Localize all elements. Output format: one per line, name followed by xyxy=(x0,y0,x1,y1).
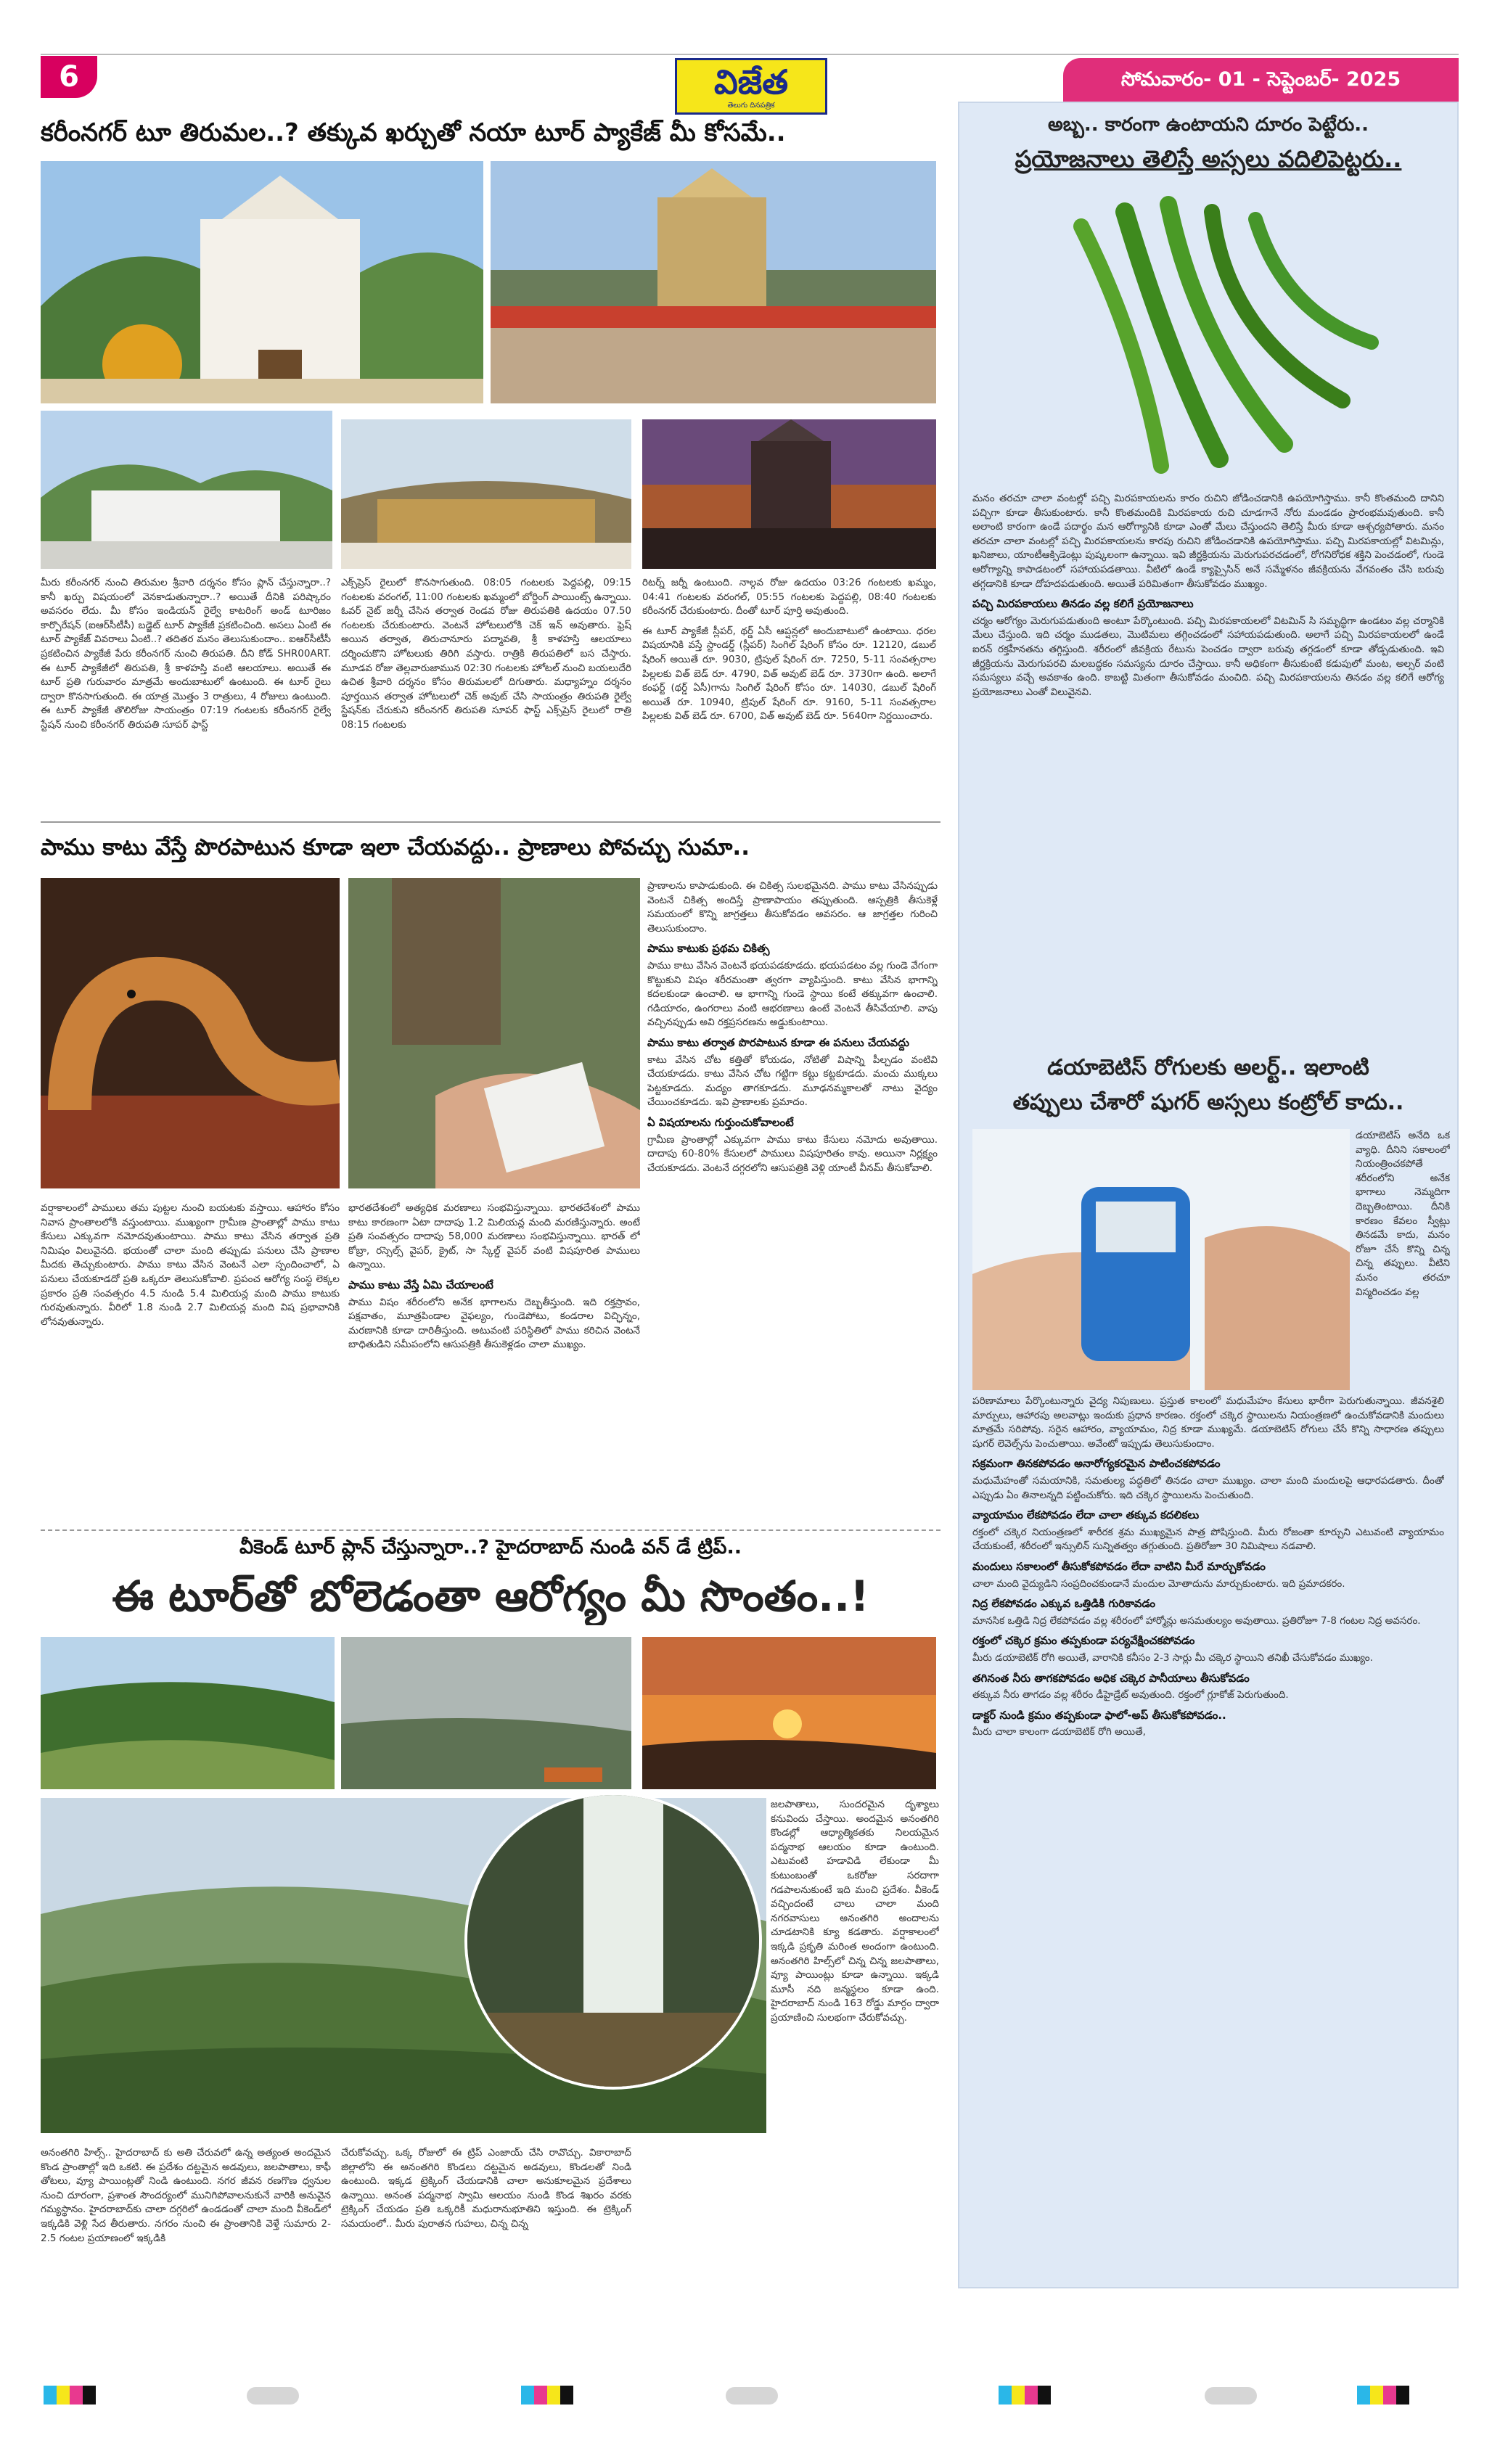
snake-sub-first-aid: పాము కాటుకు ప్రథమ చికిత్స xyxy=(647,942,770,956)
chilli-sub-benefits: పచ్చి మిరపకాయలు తినడం వల్ల కలిగే ప్రయోజనాలు xyxy=(972,597,1194,611)
diabetes-sleep-body: మానసిక ఒత్తిడి నిద్ర లేకపోవడం వల్ల శరీరంలో హార్మోన్లు అసమతుల్యం అవుతాయి. ప్రతిరోజూ 7-8 గంటల నిద్ర అవసరం. xyxy=(972,1614,1421,1627)
waterfall-photo xyxy=(464,1792,762,2090)
color-swatch xyxy=(999,2386,1012,2405)
glucometer-illustration xyxy=(972,1129,1350,1390)
hills-photo-1 xyxy=(41,1637,335,1789)
tour-column-3b: ఈ టూర్ ప్యాకేజీ స్లీపర్, థర్డ్ ఏసీ ఆప్షన్లలో అందుబాటులో ఉంటాయి. ధరల విషయానికి వస్తే స్టాండర్డ్ (స్లీపర్) సింగిల్ షేరింగ్ కోసం రూ. 12120, డబుల్ షేరింగ్ అయితే రూ. 9030, ట్రిపుల్ షేరింగ్ రూ. 7250, 5-11 సంవత్సరాల పిల్లలకు విత్ బెడ్ రూ. 4790, విత్ అవుట్ బెడ్ రూ. 3730గా ఉంది. అలాగే కంఫర్ట్ (థర్డ్ ఏసీ)గాను సింగిల్ షేరింగ్ కోసం రూ. 14030, డబుల్ షేరింగ్ అయితే రూ. 10940, ట్రిపుల్ షేరింగ్ రూ. 9160, 5-11 సంవత్సరాల పిల్లలకు విత్ బెడ్ రూ. 6700, విత్ అవుట్ బెడ్ రూ. 5640గా నిర్ణయించారు. xyxy=(642,625,936,723)
diabetes-intro: పరిణామాలు పేర్కొంటున్నారు వైద్య నిపుణులు. ప్రస్తుత కాలంలో మధుమేహం కేసులు భారీగా పెరుగుతున్నాయి. జీవనశైలి మార్పులు, ఆహారపు అలవాట్లు ఇందుకు ప్రధాన కారణం. రక్తంలో చక్కెర స్థాయిలను నియంత్రణలో ఉంచుకోవడానికి మందులు మాత్రమే సరిపోవు. సరైన ఆహారం, వ్యాయామం, నిద్ర కూడా ముఖ్యమే. డయాబెటిస్ రోగులు చేసే కొన్ని సాధారణ తప్పులు షుగర్ లెవెల్స్‌ను పెంచుతాయి. అవేంటో ఇప్పుడు తెలుసుకుందాం. xyxy=(972,1395,1444,1450)
snake-photo xyxy=(41,878,340,1188)
color-swatch xyxy=(560,2386,573,2405)
hills-photo-2 xyxy=(341,1637,631,1789)
temple-illustration-2 xyxy=(491,161,936,403)
diabetes-monitoring-body: మీరు డయాబెటిక్ రోగి అయితే, వారానికి కనీసం 2-3 సార్లు మీ చక్కెర స్థాయిని తనిఖీ చేసుకోవడం ముఖ్యం. xyxy=(972,1651,1373,1664)
weekend-kicker-text: వీకెండ్ టూర్ ప్లాన్ చేస్తున్నారా..? హైదరాబాద్ నుండి వన్ డే ట్రిప్.. xyxy=(232,1536,749,1559)
green-chilli-photo xyxy=(980,183,1437,488)
color-swatch xyxy=(70,2386,83,2405)
diabetes-headline-2: తప్పులు చేశారో షుగర్ అస్సలు కంట్రోల్ కాదు.. xyxy=(1012,1090,1404,1115)
snake-column-1: వర్షాకాలంలో పాములు తమ పుట్టల నుంచి బయటకు వస్తాయి. ఆహారం కోసం నివాస ప్రాంతాలలోకి వస్తుంటాయి. ముఖ్యంగా గ్రామీణ ప్రాంతాల్లో పాము కాటు కేసులు ఎక్కువగా నమోదవుతుంటాయి. పాము కాటు వేసిన తర్వాత ప్రతి నిమిషం విలువైనది. భయంతో చాలా మంది తప్పుడు పనులు చేసి ప్రాణాల మీదకు తెచ్చుకుంటారు. పాము కాటు వేసిన వెంటనే ఎలా స్పందించాలో, ఏ పనులు చేయకూడదో ప్రతి ఒక్కరూ తెలుసుకోవాలి. ప్రపంచ ఆరోగ్య సంస్థ లెక్కల ప్రకారం ప్రతి సంవత్సరం 4.5 నుండి 5.4 మిలియన్ల మంది పాము కాటుకు గురవుతున్నారు. వీరిలో 1.8 నుండి 2.7 మిలియన్ల మంది విష ప్రభావానికి లోనవుతున్నారు. xyxy=(41,1202,340,1328)
masthead-tagline: తెలుగు దినపత్రిక xyxy=(727,102,775,110)
diabetes-eating-body: మధుమేహంతో సమయానికి, సమతుల్య పద్ధతిలో తినడం చాలా ముఖ్యం. చాలా మంది మందులపై ఆధారపడతారు. దీంతో ఎప్పుడు ఏం తినాలన్నది పట్టించుకోరు. ఇది చక్కెర స్థాయిలను పెంచుతుంది. xyxy=(972,1474,1444,1501)
diabetes-sub-exercise: వ్యాయామం లేకపోవడం లేదా చాలా తక్కువ కదలికలు xyxy=(972,1508,1200,1522)
snake-sub-donts: పాము కాటు తర్వాత పొరపాటున కూడా ఈ పనులు చేయవద్దు xyxy=(647,1035,909,1049)
color-bar-right xyxy=(1357,2386,1409,2405)
hill-temple-photo xyxy=(41,411,332,569)
sunset-photo xyxy=(642,1637,936,1789)
diabetes-doctor-body: మీరు చాలా కాలంగా డయాబెటిక్ రోగి అయితే, xyxy=(972,1726,1146,1738)
temple-illustration-4 xyxy=(341,419,631,569)
color-bar-mid xyxy=(521,2386,573,2405)
chilli-kicker: అబ్బ.. కారంగా ఉంటాయని దూరం పెట్టేరు.. xyxy=(1047,114,1369,136)
color-swatch xyxy=(1383,2386,1396,2405)
header-top-rule xyxy=(41,54,1459,55)
color-swatch xyxy=(534,2386,547,2405)
date-box xyxy=(1063,58,1459,102)
snake-column-2 xyxy=(348,1202,640,1514)
bandage-illustration xyxy=(348,878,640,1188)
snake-first-aid-body: పాము కాటు వేసిన వెంటనే భయపడకూడదు. భయపడటం వల్ల గుండె వేగంగా కొట్టుకుని విషం శరీరమంతా త్వరగా వ్యాపిస్తుంది. కాటు వేసిన భాగాన్ని కదలకుండా ఉంచాలి. ఆ భాగాన్ని గుండె స్థాయి కంటే తక్కువగా ఉంచాలి. గడియారం, ఉంగరాలు వంటి ఆభరణాలు ఉంటే వెంటనే తీసివేయాలి. వాపు వచ్చినప్పుడు అవి రక్తప్రసరణను అడ్డుకుంటాయి. xyxy=(647,959,938,1029)
waterfall-illustration xyxy=(467,1795,762,2090)
snake-col2-body-b: పాము విషం శరీరంలోని అనేక భాగాలను దెబ్బతీస్తుంది. ఇది రక్తస్రావం, పక్షవాతం, మూత్రపిండాల వైఫల్యం, గుండెపోటు, కండరాల విచ్ఛిన్నం, మరణానికి కూడా దారితీస్తుంది. అటువంటి పరిస్థితిలో పాము కరిచిన వెంటనే బాధితుడిని సమీపంలోని ఆసుపత్రికి తీసుకెళ్లడం చాలా ముఖ్యం. xyxy=(348,1296,640,1351)
color-swatch xyxy=(83,2386,96,2405)
diabetes-sub-water: తగినంత నీరు తాగకపోవడం అధిక చక్కెర పానీయాలు తీసుకోవడం xyxy=(972,1671,1250,1685)
sunset-illustration xyxy=(642,1637,936,1789)
diabetes-sub-eating: సక్రమంగా తినకపోవడం అనారోగ్యకరమైన పాటించకపోవడం xyxy=(972,1457,1221,1471)
tirumala-temple-photo xyxy=(41,161,483,403)
registration-pill-3 xyxy=(1205,2387,1257,2405)
color-swatch xyxy=(1025,2386,1038,2405)
weekend-right-body: జలపాతాలు, సుందరమైన దృశ్యాలు కనువిందు చేస్తాయి. అందమైన అనంతగిరి కొండల్లో ఆధ్యాత్మికతకు నిలయమైన పద్మనాభ ఆలయం కూడా ఉంటుంది. ఎటువంటి హడావిడి లేకుండా మీ కుటుంబంతో ఒకరోజు సరదాగా గడపాలనుకుంటే ఇది మంచి ప్రదేశం. వీకెండ్ వచ్చిందంటే చాలు చాలా మంది నగరవాసులు అనంతగిరి అందాలను చూడటానికి క్యూ కడతారు. వర్షాకాలంలో ఇక్కడి ప్రకృతి మరింత అందంగా ఉంటుంది. అనంతగిరి హిల్స్‌లో చిన్న చిన్న జలపాతాలు, వ్యూ పాయింట్లు కూడా ఉన్నాయి. ఇక్కడి మూసీ నది జన్మస్థలం కూడా ఉంది. హైదరాబాద్ నుండి 163 రోడ్డు మార్గం ద్వారా ప్రయాణించి సులభంగా చేరుకోవచ్చు. xyxy=(771,1799,939,2024)
chilli-intro: మనం తరచూ చాలా వంటల్లో పచ్చి మిరపకాయలను కారం రుచిని జోడించడానికి ఉపయోగిస్తాము. కానీ కొంతమంది దానిని పచ్చిగా కూడా తీసుకుంటారు. కానీ కొంతమందికి మిరపకాయ రుచి చూడగానే నోరు మండడం ప్రారంభమవుతుంది. కానీ అలాంటి కారంగా ఉండే పదార్థం మన ఆరోగ్యానికి కూడా ఎంతో మేలు చేస్తుందని తెలిస్తే మీరు కూడా ఆశ్చర్యపోతారు. మనం తరచూ చాలా వంటల్లో పచ్చి మిరపకాయలను కారపు రుచిని జోడించడానికి ఉపయోగిస్తాము. పచ్చి మిరపకాయల్లో విటమిన్లు, ఖనిజాలు, యాంటీఆక్సిడెంట్లు పుష్కలంగా ఉన్నాయి. ఇవి జీర్ణక్రియను మెరుగుపరచడంలో, రోగనిరోధక శక్తిని పెంచడంలో, గుండె ఆరోగ్యాన్ని కాపాడటంలో సహాయపడతాయి. వీటిలో ఉండే క్యాప్సైసిన్ అనే సమ్మేళనం జీవక్రియను వేగవంతం చేసి బరువు తగ్గడానికి కూడా దోహదపడుతుంది. అయితే పరిమితంగా తీసుకోవడం ముఖ్యం. xyxy=(972,493,1444,590)
snake-remember-body: గ్రామీణ ప్రాంతాల్లో ఎక్కువగా పాము కాటు కేసులు నమోదు అవుతాయి. దాదాపు 60-80% కేసులలో పాములు విషపూరితం కావు. అయినా నిర్లక్ష్యం చేయకూడదు. వెంటనే దగ్గరలోని ఆసుపత్రికి వెళ్లి యాంటీ వీనమ్ తీసుకోవాలి. xyxy=(647,1133,938,1174)
diabetes-water-body: తక్కువ నీరు తాగడం వల్ల శరీరం డీహైడ్రేట్ అవుతుంది. రక్తంలో గ్లూకోజ్ పెరుగుతుంది. xyxy=(972,1689,1289,1701)
section-divider-1 xyxy=(41,821,940,823)
bandage-photo xyxy=(348,878,640,1188)
color-bar-mid-right xyxy=(999,2386,1051,2405)
glucometer-photo xyxy=(972,1129,1350,1390)
snake-donts-body: కాటు వేసిన చోట కత్తితో కోయడం, నోటితో విషాన్ని పీల్చడం వంటివి చేయకూడదు. కాటు వేసిన చోట గట్టిగా కట్టు కట్టకూడదు. మంచు ముక్కలు పెట్టకూడదు. మద్యం తాగకూడదు. మూఢనమ్మకాలతో నాటు వైద్యం చేయించకూడదు. ఇవి ప్రాణాలకు ప్రమాదం. xyxy=(647,1054,938,1109)
venkateswara-temple-photo xyxy=(341,419,631,569)
snake-headline: పాము కాటు వేస్తే పొరపాటున కూడా ఇలా చేయవద్దు.. ప్రాణాలు పోవచ్చు సుమా.. xyxy=(41,834,750,861)
chilli-benefits-body: చర్మం ఆరోగ్యం మెరుగుపడుతుంది అంటూ పేర్కొంటుంది. పచ్చి మిరపకాయలలో విటమిన్ సి సమృద్ధిగా ఉండటం వల్ల చర్మానికి మేలు చేస్తుంది. ఇది చర్మం ముడతలు, మొటిమలు తగ్గించడంలో సహాయపడుతుంది. అలాగే పచ్చి మిరపకాయలలో ఉండే ఐరన్ రక్తహీనతను తగ్గిస్తుంది. శరీరంలో జీవక్రియ రేటును పెంచడం ద్వారా బరువు తగ్గడంలో కూడా తోడ్పడుతుంది. ఇవి జీర్ణక్రియను మెరుగుపరచి మలబద్ధకం సమస్యను దూరం చేస్తాయి. కానీ అధికంగా తీసుకుంటే కడుపులో మంట, అల్సర్ వంటి సమస్యలు వచ్చే అవకాశం ఉంది. కాబట్టి మితంగా తీసుకోవడం మంచిది. పచ్చి మిరపకాయలను తినడం వల్ల కలిగే ఆరోగ్య ప్రయోజనాలు ఎంతో విలువైనవి. xyxy=(972,615,1444,698)
diabetes-headline-1: డయాబెటిస్ రోగులకు అలర్ట్.. ఇలాంటి xyxy=(1047,1055,1369,1080)
color-swatch xyxy=(1370,2386,1383,2405)
chilli-body xyxy=(972,492,1444,1043)
color-bar-left xyxy=(44,2386,96,2405)
diabetes-medicine-body: చాలా మంది వైద్యుడిని సంప్రదించకుండానే మందుల మోతాదును మార్చుకుంటారు. ఇది ప్రమాదకరం. xyxy=(972,1577,1345,1590)
registration-pill-2 xyxy=(726,2387,778,2405)
color-swatch xyxy=(1038,2386,1051,2405)
tour-column-3 xyxy=(642,576,936,816)
weekend-column-2: చేరుకోవచ్చు. ఒక్క రోజులో ఈ ట్రిప్ ఎంజాయ్ చేసి రావొచ్చు. వికారాబాద్ జిల్లాలోని ఈ అనంతగిరి కొండలు దట్టమైన అడవులు, కొండలతో నిండి ఉంటుంది. ఇక్కడ ట్రెక్కింగ్ చేయడానికి చాలా అనుకూలమైన ప్రదేశాలు ఉన్నాయి. అనంత పద్మనాభ స్వామి ఆలయం నుండి కొండ శిఖరం వరకు ట్రెక్కింగ్ చేయడం ప్రతి ఒక్కరికీ మధురానుభూతిని ఇస్తుంది. ఈ ట్రెక్కింగ్ సమయంలో.. మీరు పురాతన గుహలు, చిన్న చిన్న xyxy=(341,2147,631,2230)
diabetes-body xyxy=(972,1395,1444,2284)
snake-right-body: ప్రాణాలను కాపాడుకుంది. ఈ చికిత్స సులభమైనది. పాము కాటు వేసినప్పుడు వెంటనే చికిత్స అందిస్తే ప్రాణాపాయం తప్పుతుంది. ఆస్పత్రికి తీసుకెళ్లే సమయంలో కొన్ని జాగ్రత్తలు తీసుకోవడం అవసరం. ఆ జాగ్రత్తల గురించి తెలుసుకుందాం. xyxy=(647,880,938,935)
diabetes-exercise-body: రక్తంలో చక్కెర నియంత్రణలో శారీరక శ్రమ ముఖ్యమైన పాత్ర పోషిస్తుంది. మీరు రోజంతా కూర్చుని ఎటువంటి వ్యాయామం చేయకుంటే, శరీరంలో ఇన్సులిన్ సున్నితత్వం తగ్గుతుంది. ప్రతిరోజూ 30 నిమిషాలు నడవాలి. xyxy=(972,1526,1444,1553)
temple-illustration-5 xyxy=(642,419,936,569)
chilli-headline: ప్రయోజనాలు తెలిస్తే అస్సలు వదిలిపెట్టరు.. xyxy=(1015,145,1402,173)
registration-pill-1 xyxy=(247,2387,299,2405)
tour-column-1: మీరు కరీంనగర్ నుంచి తిరుమల శ్రీవారి దర్శనం కోసం ప్లాన్ చేస్తున్నారా..? కానీ ఖర్చు విషయంలో వెనకాడుతున్నారా..? అయితే దీనికి పరిష్కారం అవసరం లేదు. మీ కోసం ఇండియన్ రైల్వే కాటరింగ్ అండ్ టూరిజం కార్పొరేషన్ (ఐఆర్‌సీటీసీ) బడ్జెట్ టూర్ ప్యాకేజీ ప్రకటించింది. అసలు ఏంటి ఈ టూర్ ప్యాకేజ్ వివరాలు ఏంటి..? తదితర మనం తెలుసుకుందాం.. ఐఆర్‌సీటీసీ ప్రకటించిన ప్యాకేజీ పేరు కరీంనగర్ నుంచి తిరుపతి. దీని కోడ్ SHR00ART. ఈ టూర్ ప్యాకేజీలో తిరుపతి, శ్రీ కాళహస్తి వంటి ఆలయాలు. అయితే ఈ టూర్ ప్రతి గురువారం మాత్రమే అందుబాటులో ఉంటుంది. ఈ టూర్ రైలు ద్వారా కొనసాగుతుంది. ఈ యాత్ర మొత్తం 3 రాత్రులు, 4 రోజులు ఉంటుంది. ఈ టూర్ ప్యాకేజీ తొలిరోజు సాయంత్రం 07:19 గంటలకు కరీంనగర్ రైల్వే స్టేషన్ నుంచి కరీంనగర్ తిరుపతి సూపర్ ఫాస్ట్ xyxy=(41,577,331,731)
tour-headline: కరీంనగర్ టూ తిరుమల..? తక్కువ ఖర్చుతో నయా టూర్ ప్యాకేజ్ మీ కోసమే.. xyxy=(41,118,786,147)
color-swatch xyxy=(1357,2386,1370,2405)
snake-col2-body: భారతదేశంలో అత్యధిక మరణాలు సంభవిస్తున్నాయి. భారతదేశంలో పాము కాటు కారణంగా ఏటా దాదాపు 1.2 మిలియన్ల మంది మరణిస్తున్నారు. అంటే ప్రతి సంవత్సరం దాదాపు 58,000 మరణాలు సంభవిస్తున్నాయి. భారత్ లో కోబ్రా, రస్సెల్స్ వైపర్, క్రైట్, సా స్కేల్డ్ వైపర్ వంటి విషపూరిత పాములు ఉన్నాయి. xyxy=(348,1202,640,1271)
color-swatch xyxy=(547,2386,560,2405)
diabetes-sub-sleep: నిద్ర లేకపోవడం ఎక్కువ ఒత్తిడికి గురికావడం xyxy=(972,1597,1155,1611)
page-number: 6 xyxy=(41,56,97,98)
chilli-illustration xyxy=(980,183,1437,488)
diabetes-sub-monitoring: రక్తంలో చక్కెర క్రమం తప్పకుండా పర్యవేక్షించకపోవడం xyxy=(972,1634,1195,1648)
diabetes-side-body: డయాబెటిస్ అనేది ఒక వ్యాధి. దీనిని సకాలంలో నియంత్రించకపోతే శరీరంలోని అనేక భాగాలు నెమ్మదిగా దెబ్బతింటాయి. దీనికి కారణం కేవలం స్వీట్లు తినడమే కాదు, మనం రోజూ చేసే కొన్ని చిన్న చిన్న తప్పులు. వీటిని మనం తరచూ విస్మరించడం వల్ల xyxy=(1356,1130,1450,1298)
color-swatch xyxy=(44,2386,57,2405)
color-swatch xyxy=(1012,2386,1025,2405)
masthead xyxy=(675,58,827,115)
weekend-headline: ఈ టూర్‌తో బోలెడంతా ఆరోగ్యం మీ సొంతం..! xyxy=(112,1572,869,1621)
snake-sub-what-to-do: పాము కాటు వేస్తే ఏమి చేయాలంటే xyxy=(348,1278,493,1291)
hills-illustration-1 xyxy=(41,1637,335,1789)
color-swatch xyxy=(1396,2386,1409,2405)
color-swatch xyxy=(57,2386,70,2405)
tour-column-2: ఎక్స్‌ప్రెస్ రైలులో కొనసాగుతుంది. 08:05 గంటలకు పెద్దపల్లి, 09:15 గంటలకు వరంగల్, 11:00 గంటలకు ఖమ్మంలో బోర్డింగ్ పాయింట్స్ ఉన్నాయి. ఓవర్ నైట్ జర్నీ చేసిన తర్వాత రెండవ రోజు తిరుపతికి ఉదయం 07.50 గంటలకు చేరుకుంటారు. వెంటనే హోటలులోకి చెక్ ఇన్ అవుతారు. ఫ్రెష్ అయిన తర్వాత, తిరుచానూరు పద్మావతి, శ్రీ కాళహస్తి ఆలయాలు దర్శించుకొని హోటలుకు తిరిగి వస్తారు. రాత్రికి తిరుపతిలో బస చేస్తారు. మూడవ రోజు తెల్లవారుజామున 02:30 గంటలకు హోటల్ నుంచి బయలుదేరి ఉచిత శ్రీవారి దర్శనం కోసం తిరుమలలో దిగుతారు. మధ్యాహ్నం దర్శనం పూర్తయిన తర్వాత హోటలులో చెక్ అవుట్ చేసి సాయంత్రం తిరుపతి రైల్వే స్టేషన్‌కు చేరుకుని కరీంనగర్ తిరుపతి సూపర్ ఫాస్ట్ ఎక్స్‌ప్రెస్ రైలులో రాత్రి 08:15 గంటలకు xyxy=(341,577,631,731)
color-swatch xyxy=(521,2386,534,2405)
snake-right-column xyxy=(647,879,938,1525)
issue-date: సోమవారం- 01 - సెప్టెంబర్- 2025 xyxy=(1120,68,1401,91)
temple-illustration-3 xyxy=(41,411,332,569)
hills-illustration-2 xyxy=(341,1637,631,1789)
temple-illustration-1 xyxy=(41,161,483,403)
diabetes-sub-medicine: మందులు సకాలంలో తీసుకోకపోవడం లేదా వాటిని మీరే మార్చుకోవడం xyxy=(972,1559,1266,1573)
weekend-kicker xyxy=(41,1529,940,1563)
snake-illustration xyxy=(41,878,340,1188)
snake-sub-remember: ఏ విషయాలను గుర్తుంచుకోవాలంటే xyxy=(647,1115,794,1129)
tour-column-3a: రిటర్న్ జర్నీ ఉంటుంది. నాల్గవ రోజు ఉదయం 03:26 గంటలకు ఖమ్మం, 04:41 గంటలకు వరంగల్, 05:55 గంటలకు పెద్దపల్లి, 08:40 గంటలకు కరీంనగర్ చేరుకుంటారు. దీంతో టూర్ పూర్తి అవుతుంది. xyxy=(642,577,936,617)
masthead-title: విజేత xyxy=(713,62,789,102)
diabetes-sub-doctor: డాక్టర్ నుండి క్రమం తప్పకుండా ఫాలో-అప్ తీసుకోకపోవడం.. xyxy=(972,1708,1226,1722)
tirumala-gopuram-photo xyxy=(491,161,936,403)
temple-night-photo xyxy=(642,419,936,569)
weekend-column-1: అనంతగిరి హిల్స్.. హైదరాబాద్ కు అతి చేరువలో ఉన్న అత్యంత అందమైన కొండ ప్రాంతాల్లో ఇది ఒకటి. ఈ ప్రదేశం దట్టమైన అడవులు, జలపాతాలు, కాఫీ తోటలు, వ్యూ పాయింట్లతో నిండి ఉంటుంది. నగర జీవన రణగొణ ధ్వనుల నుంచి దూరంగా, ప్రశాంత సౌందర్యంలో మునిగిపోవాలనుకునే వారికి అనువైన గమ్యస్థానం. హైదరాబాద్‌కు చాలా దగ్గరిలో ఉండడంతో చాలా మంది వీకెండ్‌లో ఇక్కడికి వెళ్లి సేద తీరుతారు. నగరం నుంచి ఈ ప్రాంతానికి వెళ్తే సుమారు 2-2.5 గంటల ప్రయాణంలో ఇక్కడికి xyxy=(41,2147,331,2244)
